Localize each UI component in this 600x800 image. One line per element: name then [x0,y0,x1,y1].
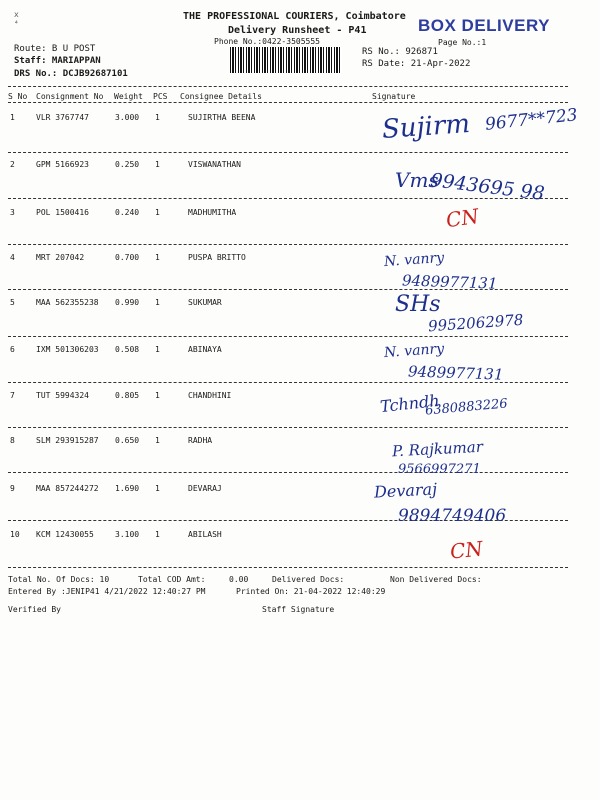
non-delivered-docs: Non Delivered Docs: [390,575,482,584]
total-docs: Total No. Of Docs: 10 [8,575,110,584]
company-name: THE PROFESSIONAL COURIERS, Coimbatore [183,11,406,22]
consignment-no: MRT 207042 [36,253,85,262]
consignee-name: RADHA [188,436,213,445]
weight: 0.250 [115,160,140,169]
signature-7-phone: 6380883226 [424,396,509,419]
consignee-name: VISWANATHAN [188,160,241,169]
signature-4-phone: 9489977131 [401,271,498,293]
sno: 5 [10,298,15,307]
consignee-name: SUKUMAR [188,298,222,307]
entered-by: Entered By :JENIP41 4/21/2022 12:40:27 PM [8,587,206,596]
corner-mark: ⅹ ⁴ [14,10,19,28]
sno: 1 [10,113,15,122]
phone-number: Phone No.:0422-3505555 [214,37,320,46]
sno: 2 [10,160,15,169]
weight: 3.100 [115,530,140,539]
row-divider [8,336,568,337]
row-divider [8,152,568,153]
cn-mark-2: CN [448,536,484,564]
box-delivery-stamp: BOX DELIVERY [418,16,550,35]
weight: 0.650 [115,436,140,445]
printed-on: Printed On: 21-04-2022 12:40:29 [236,587,386,596]
total-cod-label: Total COD Amt: [138,575,206,584]
sno: 8 [10,436,15,445]
row-divider [8,244,568,245]
rs-number: RS No.: 926871 [362,47,438,57]
cn-mark-1: CN [444,203,481,233]
consignee-name: SUJIRTHA BEENA [188,113,256,122]
col-sno: S No [8,92,28,101]
pcs: 1 [155,253,160,262]
pcs: 1 [155,113,160,122]
sno: 3 [10,208,15,217]
consignee-name: MADHUMITHA [188,208,237,217]
staff-signature: Staff Signature [262,605,335,614]
consignment-no: SLM 293915287 [36,436,99,445]
route: Route: B U POST [14,44,96,54]
row-divider [8,567,568,568]
staff: Staff: MARIAPPAN [14,56,101,66]
signature-8: P. Rajkumar [391,437,484,461]
rs-date: RS Date: 21-Apr-2022 [362,59,471,69]
divider [8,102,568,103]
weight: 0.240 [115,208,140,217]
signature-2-phone: 9943695 98 [429,169,546,205]
drs-number: DRS No.: DCJB92687101 [14,69,128,79]
signature-1-phone: 9677**723 [484,105,579,135]
runsheet-title: Delivery Runsheet - P41 [228,25,367,36]
signature-5: SHs [395,292,441,317]
row-divider [8,427,568,428]
consignment-no: TUT 5994324 [36,391,89,400]
col-consignment: Consignment No [36,92,104,101]
delivered-docs: Delivered Docs: [272,575,345,584]
consignment-no: MAA 562355238 [36,298,99,307]
signature-6: N. vanry [383,340,445,362]
consignee-name: DEVARAJ [188,484,222,493]
signature-5-phone: 9952062978 [427,310,524,336]
signature-6-phone: 9489977131 [407,362,504,384]
signature-9-phone: 9894749406 [398,506,507,526]
col-signature: Signature [372,92,416,101]
signature-2: Vms [395,168,439,192]
row-divider [8,472,568,473]
pcs: 1 [155,208,160,217]
signature-4: N. vanry [383,249,445,271]
consignment-no: KCM 12430055 [36,530,94,539]
weight: 0.990 [115,298,140,307]
consignment-no: GPM 5166923 [36,160,89,169]
col-consignee: Consignee Details [180,92,262,101]
verified-by: Verified By [8,605,61,614]
pcs: 1 [155,160,160,169]
col-weight: Weight [114,92,143,101]
sno: 4 [10,253,15,262]
weight: 0.805 [115,391,140,400]
signature-8-phone: 9566997271 [398,462,481,477]
weight: 0.508 [115,345,140,354]
consignee-name: ABINAYA [188,345,222,354]
pcs: 1 [155,484,160,493]
consignee-name: PUSPA BRITTO [188,253,246,262]
consignment-no: POL 1500416 [36,208,89,217]
barcode [230,47,342,73]
pcs: 1 [155,530,160,539]
pcs: 1 [155,391,160,400]
sno: 7 [10,391,15,400]
weight: 3.000 [115,113,140,122]
divider [8,86,568,87]
signature-1: Sujirm [381,108,471,146]
signature-7: Tchndh [379,390,441,417]
consignment-no: IXM 501306203 [36,345,99,354]
pcs: 1 [155,298,160,307]
weight: 0.700 [115,253,140,262]
row-divider [8,198,568,199]
weight: 1.690 [115,484,140,493]
signature-9: Devaraj [373,479,438,502]
consignee-name: CHANDHINI [188,391,232,400]
sno: 9 [10,484,15,493]
sno: 10 [10,530,20,539]
sno: 6 [10,345,15,354]
pcs: 1 [155,436,160,445]
pcs: 1 [155,345,160,354]
page-number: Page No.:1 [438,38,487,47]
consignment-no: VLR 3767747 [36,113,89,122]
total-cod-value: 0.00 [229,575,249,584]
consignee-name: ABILASH [188,530,222,539]
consignment-no: MAA 857244272 [36,484,99,493]
col-pcs: PCS [153,92,168,101]
